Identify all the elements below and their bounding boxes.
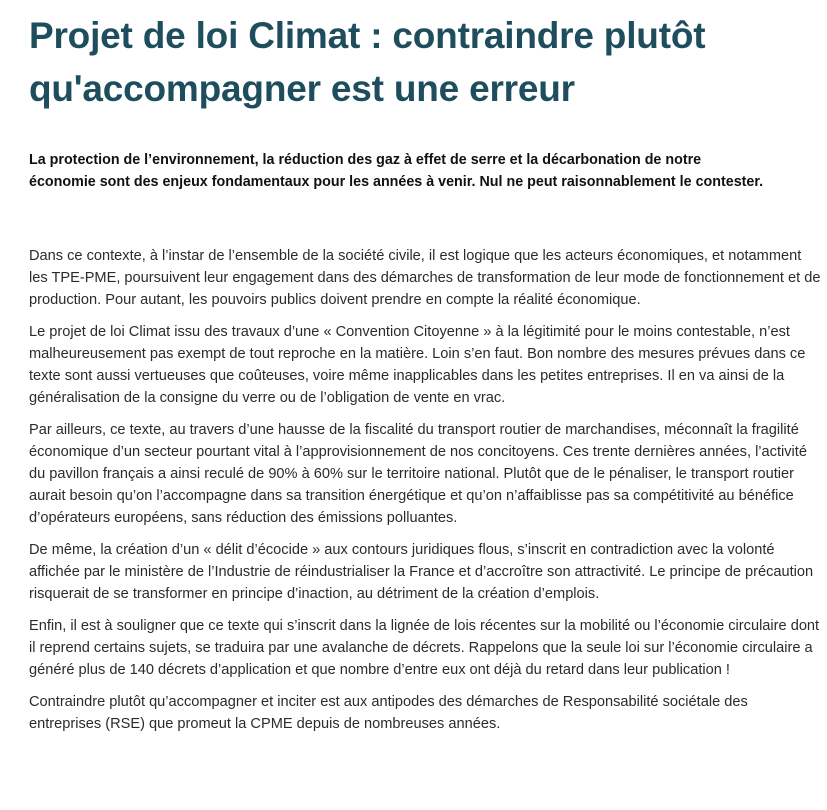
paragraph-3: Par ailleurs, ce texte, au travers d’une hausse de la fiscalité du transport routier de marchandises, méconnaît la fragilité économique d’un secteur pourtant vital à l’approvisionnement de nos concitoyens. Ces trente dernières années, l’activité du pavillon français a ainsi reculé de 90% à 60% sur le territoire national. Plutôt que de le pénaliser, le transport routier aurait besoin qu’on l’accompagne dans sa transition énergétique et qu’on n’affaiblisse pas sa compétitivité au bénéfice d’opérateurs européens, sans réduction des émissions polluantes.: [29, 422, 807, 526]
article: [29, 0, 821, 745]
article-lead: La protection de l’environnement, la réduction des gaz à effet de serre et la décarbonation de notre économie sont des enjeux fondamentaux pour les années à venir. Nul ne peut raisonnablement le contester.: [29, 152, 764, 190]
paragraph-5: Enfin, il est à souligner que ce texte qui s’inscrit dans la lignée de lois récentes sur la mobilité ou l’économie circulaire dont il reprend certains sujets, se traduira par une avalanche de décrets. Rappelons que la seule loi sur l’économie circulaire a généré plus de 140 décrets d’application et que nombre d’entre eux ont déjà du retard dans leur publication !: [29, 618, 820, 678]
paragraph-2: Le projet de loi Climat issu des travaux d’une « Convention Citoyenne » à la légitimité pour le moins contestable, n’est malheureusement pas exempt de tout reproche en la matière. Loin s’en faut. Bon nombre des mesures prévues dans ce texte sont aussi vertueuses que coûteuses, voire même inapplicables dans les petites entreprises. Il en va ainsi de la généralisation de la consigne du verre ou de l’obligation de vente en vrac.: [29, 324, 806, 406]
paragraph-1: Dans ce contexte, à l’instar de l’ensemble de la société civile, il est logique que les acteurs économiques, et notamment les TPE-PME, poursuivent leur engagement dans des démarches de transformation de leur mode de fonctionnement et de production. Pour autant, les pouvoirs publics doivent prendre en compte la réalité économique.: [29, 248, 821, 308]
paragraph-6: Contraindre plutôt qu’accompagner et inciter est aux antipodes des démarches de Responsabilité sociétale des entreprises (RSE) que promeut la CPME depuis de nombreuses années.: [29, 694, 748, 732]
article-title: Projet de loi Climat : contraindre plutôt qu'accompagner est une erreur: [29, 15, 706, 109]
paragraph-4: De même, la création d’un « délit d’écocide » aux contours juridiques flous, s’inscrit en contradiction avec la volonté affichée par le ministère de l’Industrie de réindustrialiser la France et d’accroître son attractivité. Le principe de précaution risquerait de se transformer en principe d’inaction, au détriment de la création d’emplois.: [29, 542, 814, 602]
article-body: [29, 245, 821, 735]
